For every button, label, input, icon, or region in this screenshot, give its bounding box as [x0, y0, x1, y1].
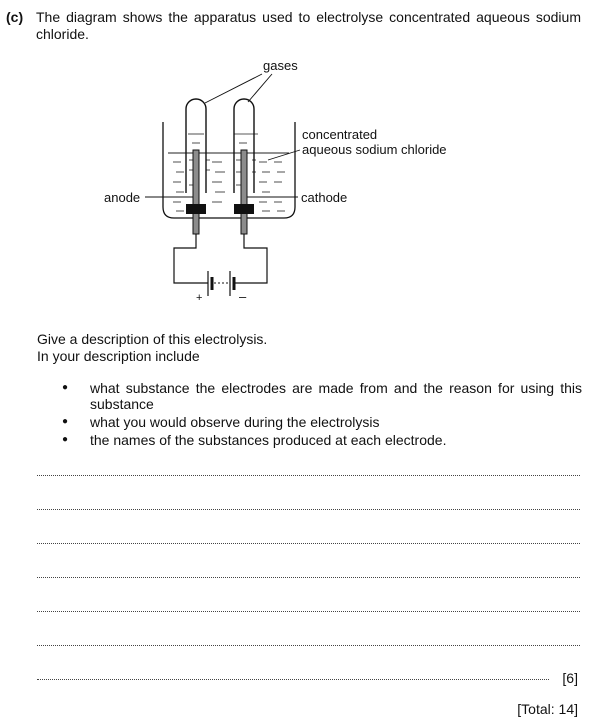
gases-label: gases — [263, 58, 298, 73]
circuit-wires — [174, 234, 267, 283]
negative-terminal-label: – — [239, 289, 247, 304]
total-marks-label: [Total: 14] — [517, 701, 578, 717]
task-line-1: Give a description of this electrolysis. — [37, 331, 268, 347]
cathode-bung — [234, 204, 254, 214]
beaker — [163, 122, 295, 218]
bullet-list — [62, 380, 582, 450]
answer-line[interactable] — [37, 508, 580, 510]
bullet-item: ● what substance the electrodes are made from and the reason for using this substance — [62, 380, 582, 412]
positive-terminal-label: + — [196, 292, 203, 304]
bullet-item: ● the names of the substances produced at each electrode. — [62, 432, 582, 448]
task-instructions — [37, 331, 267, 365]
electrolysis-diagram — [0, 0, 589, 330]
anode-electrode — [193, 150, 199, 234]
question-part-label: (c) — [6, 9, 24, 25]
task-line-2: In your description include — [37, 348, 200, 364]
answer-line[interactable] — [37, 542, 580, 544]
label-leaders — [145, 74, 300, 197]
cathode-label: cathode — [301, 190, 348, 205]
anode-bung — [186, 204, 206, 214]
cathode-electrode — [241, 150, 247, 234]
electrolyte-label-line1: concentrated — [302, 127, 378, 142]
bullet-item: ● what you would observe during the electrolysis — [62, 414, 582, 430]
anode-label: anode — [104, 190, 141, 205]
battery-icon — [208, 271, 234, 296]
question-intro: The diagram shows the apparatus used to electrolyse concentrated aqueous sodium chloride. — [36, 9, 581, 42]
answer-line[interactable] — [37, 678, 549, 680]
electrolyte-label-line2: aqueous sodium chloride — [302, 142, 447, 157]
answer-line[interactable] — [37, 576, 580, 578]
marks-label: [6] — [562, 670, 578, 686]
answer-line[interactable] — [37, 474, 580, 476]
answer-line[interactable] — [37, 644, 580, 646]
answer-line[interactable] — [37, 610, 580, 612]
